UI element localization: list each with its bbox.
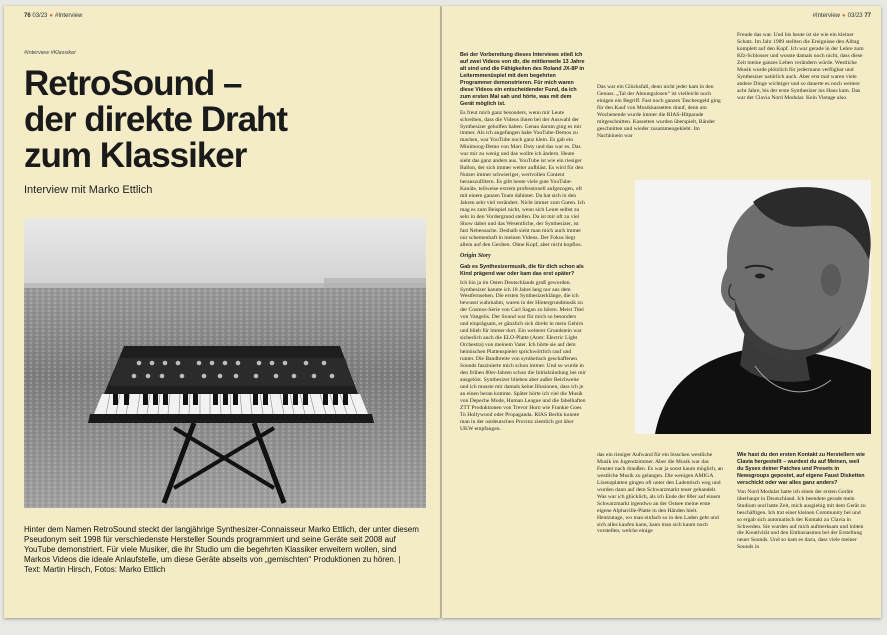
section-label: #Interview bbox=[812, 13, 840, 19]
left-page bbox=[4, 6, 440, 618]
interview-question: Wie hast du den ersten Kontakt zu Herstellern wie Clavia hergestellt – wurdest du auf Meinen, weil du Sysex deiner Patches und Presets in Newsgroups gepostet, auf eigene Faust Disketten verschickt oder war alles ganz anders? bbox=[737, 452, 865, 486]
headline-line: zum Klassiker bbox=[24, 136, 247, 175]
separator-dot: ● bbox=[842, 13, 846, 19]
page-number: 77 bbox=[864, 13, 871, 19]
section-label: #Interview bbox=[55, 13, 83, 19]
text-column-2-bottom bbox=[597, 452, 725, 608]
answer-paragraph: Ich bin ja im Osten Deutschlands groß geworden. Synthesizer kannte ich 18 Jahre lang nur aus dem Westfernsehen. Die ersten Synthesizerklänge, die ich bewusst wahrnahm, waren in der Hintergrundmusik zu der Cosmos-Serie von Carl Sagan zu hören. Meist Titel von Vangelis. Der Sound war für mich so besonders und einprägsam, er gänzlich sich direkt in mein Gehirn und blieb für immer dort. Ein weiterer Grundstein war sicherlich auch die ELO-Platte (Anm: Electric Light Orchestra) von meinem Vater. Ich hörte sie auf dem heimischen Plattenspieler sprichwörtlich rauf und runter. Die Bandbreite von synthetisch geschaffenen Sounds faszinierte mich schon immer. Und so wurde in den frühen 80er-Jahren schon die Initialzündung bei mir ausgelöst. Synthesizer blieben aber außer Reichweite und ich musste mir damals keine Illusionen, dass ich je an einen heran komme. Später hörte ich viel die Musik von Depeche Mode, Human League und die fabelhaften ZTT Produktionen von Trevor Horn wie Frankie Goes To Hollywood oder Propaganda. RIAS Berlin konnte man in der ostdeutschen Provinz ziemlich gut über UKW empfangen. bbox=[460, 279, 586, 432]
text-column-1 bbox=[460, 52, 586, 608]
headline-line: RetroSound – bbox=[24, 64, 242, 103]
article-subtitle: Interview mit Marko Ettlich bbox=[24, 184, 153, 196]
interview-question: Bei der Vorbereitung dieses Interviews stieß ich auf zwei Videos von dir, die mittlerweile 13 Jahre alt sind und die Fähigkeiten des Roland JX-8P in Leitermmenüspiel mit dem begehrten Programmer demonstrieren. Für mich waren diese Videos ein entscheidender Fund, da ich zum ersten Mal sah und hörte, was mit dem Gerät möglich ist. bbox=[460, 52, 585, 107]
kicker-tags: #Interview #Klassiker bbox=[24, 50, 76, 56]
answer-paragraph: Es freut mich ganz besonders, wenn mir Leute schreiben, dass die Videos ihnen bei der Auswahl der Synthesizer geholfen haben. Genau darum ging es mir immer. Als ich angefangen habe YouTube-Demos zu machen, war YouTube noch ganz klein. Es gab ein Minimoog-Demo von Marc Doty und das war es. Das war mir zu wenig und das wollte ich ändern. Heute sieht das ganz anders aus. YouTube ist wie ein riesiger Ballon, der sich immer weiter aufbläst. Es wird für den Nutzer immer schwieriger, wertvollen Content herauszufiltern. Es gibt heute viele gute YouTube-Kanäle, teilweise extrem professionell aufgezogen, oft mit einem ganzen Team dahinter. Da hat sich in den Jahren sehr viel verändert. Nicht immer zum Guten. Ich mag es zum Beispiel nicht, wenn sich Leute selbst zu sehr in den Vordergrund stellen. Da ist mir oft zu viel Show dabei und das Wesentliche, der Synthesizer, ist fast Nebensache. Deshalb sieht man mich auch immer nur schemenhaft in meinen Videos. Der Fokus liegt allein auf den Geräten. Ohne Kopf, aber nicht kopflos. bbox=[460, 109, 585, 248]
text-column-2-top bbox=[597, 84, 725, 184]
article-headline bbox=[24, 66, 324, 174]
article-lead: Hinter dem Namen RetroSound steckt der langjährige Synthesizer-Connaisseur Marko Ettlich, der unter diesem Pseudonym seit 1998 für verschiedenste Hersteller Sounds programmiert und seine Geräte seit 2008 auf YouTube demonstriert. Für viele Musiker, die ihr Studio um die begehrten Klassiker erweitern wollen, sind Markos Videos die ideale Anlaufstelle, um diese Geräte abseits von „gemischten“ Produktionen zu hören. | Text: Martin Hirsch, Fotos: Marko Ettlich bbox=[24, 525, 419, 574]
issue-label: 03/23 bbox=[847, 13, 863, 19]
portrait-photo-image bbox=[635, 180, 871, 434]
synthesizer-photo-image bbox=[24, 218, 426, 508]
portrait-photo bbox=[635, 180, 871, 434]
magazine-spread bbox=[4, 6, 881, 623]
synthesizer-photo bbox=[24, 218, 426, 508]
issue-label: 03/23 bbox=[32, 13, 48, 19]
text-column-3-bottom bbox=[737, 452, 867, 608]
separator-dot: ● bbox=[49, 13, 53, 19]
text-column-3-top bbox=[737, 32, 867, 182]
answer-paragraph: Von Nord Modular hatte ich einen der ersten Geräte überhaupt in Deutschland. Ich beendete gerade mein Studium und hatte Zeit, mich ausgiebig mit dem Gerät zu beschäftigen. Ich trat einer kleinen Community bei und so ergab sich automatisch der Kontakt zu Clavia in Schweden. Sie wurden auf mich aufmerksam und lobten die Kreativität und den Enthusiasmus bei der Erstellung neuer Sounds. Und so kam es dazu, dass viele meiner Sounds in bbox=[737, 488, 866, 551]
section-heading: Origin Story bbox=[460, 252, 491, 259]
left-page-header bbox=[24, 13, 82, 19]
interview-question: Gab es Synthesizermusik, die für dich schon als Kind prägend war oder kam das erst später? bbox=[460, 263, 584, 277]
answer-paragraph: Freude das war. Und bis heute ist sie wie ein kleiner Schatz. Im Jahr 1989 stellten die Ereignisse den Alltag komplett auf den Kopf. Ich war gerade in der Lehre zum Kfz-Schlosser und wusste damals noch nicht, dass diese Zeit meine ganzes Leben verändern würde. Westliche Musik wurde plötzlich für jedermann verfügbar und Synthesizer natürlich auch. Aber erst mal waren viele andere Dinge wichtiger und so dauerte es noch weitere acht Jahre, bis der erste Synthesizer ins Haus kam. Das war der Clavia Nord Modular. Kein Vintage also. bbox=[737, 32, 864, 101]
answer-paragraph: das ein riesiger Aufwand für ein bisschen westliche Musik im Jugendzimmer. Aber die Musik war das Fenster nach draußen. Es war ja sonst kaum möglich, an westliche Musik zu gelangen. Die wenigen AMIGA Lizenzplatten gingen oft unter den Ladentisch weg und wurden dann auf dem Schwarzmarkt teuer gehandelt. Was war ich glücklich, als ich Ende der 80er auf einem Schwarzmarkt irgendwo an der Ostsee meine erste eigene Alphaville-Platte in den Händen hielt. Heutzutage, wo man einfach so in den Laden geht und sich alles kaufen kann, kann man sich kaum noch vorstellen, welche einige bbox=[597, 452, 723, 535]
headline-line: der direkte Draht bbox=[24, 100, 288, 139]
right-page-header bbox=[813, 13, 871, 19]
page-number: 76 bbox=[24, 13, 31, 19]
answer-paragraph: Das war ein Glücksfall, denn nicht jeder kam in den Genuss. „Tal der Ahnungslosen“ ist vielleicht noch einigen ein Begriff. Fast noch ganzes Taschengeld ging für den Kauf von Musikkassetten drauf, denn am Wochenende wurde immer die RIAS-Hitparade mitgeschnitten. Kassetten wurden überspielt, Bänder geschnitten und wieder zusammengeklebt. Im Nachhinein war bbox=[597, 84, 721, 139]
right-page bbox=[442, 6, 881, 618]
